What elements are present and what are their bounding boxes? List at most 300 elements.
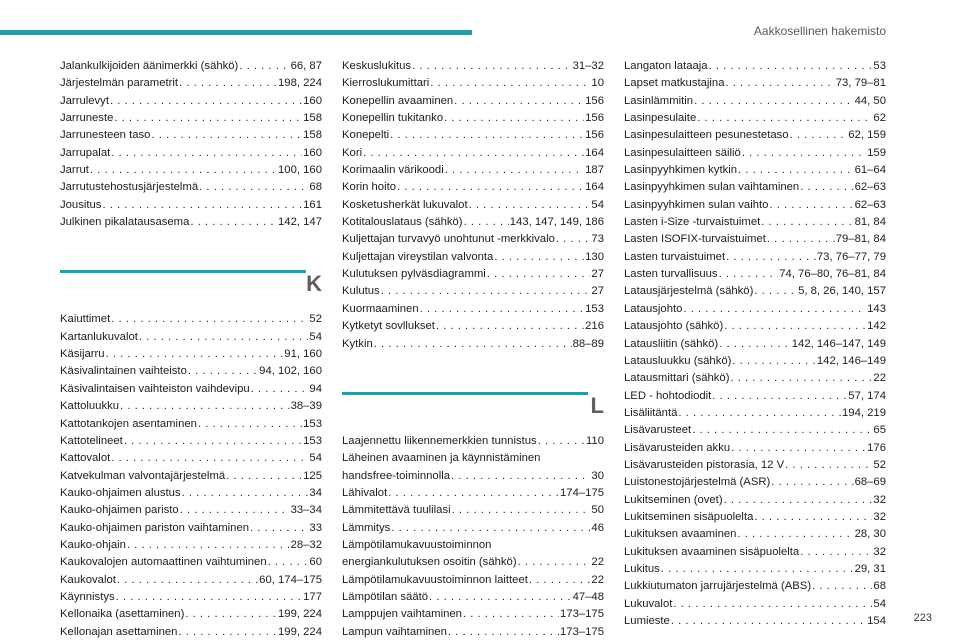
dot-leader [250,520,308,537]
entry-pages: 65 [873,424,886,437]
index-entry [624,457,886,474]
index-entry [342,93,604,110]
dot-leader [388,485,559,502]
entry-pages: 164 [585,146,604,159]
entry-pages: 110 [585,434,604,447]
entry-term: Latausliitin (sähkö) [624,337,719,350]
dot-leader [374,336,572,353]
index-entry [624,492,886,509]
index-entry [60,311,322,328]
entry-pages: 94 [309,382,322,395]
index-entry [342,433,604,450]
entry-term: Jarrutustehostusjärjestelmä [60,181,199,194]
entry-term: Kauko-ohjaimen pariston vaihtaminen [60,521,250,534]
entry-pages: 33–34 [290,504,322,517]
index-entry [60,381,322,398]
entry-term: Konepellin avaaminen [342,94,454,107]
section-title: Aakkosellinen hakemisto [753,24,886,38]
index-entry [624,110,886,127]
dot-leader [239,58,289,75]
dot-leader [712,388,847,405]
entry-pages: 10 [591,77,604,90]
dot-leader [114,110,302,127]
entry-term: Kaiuttimet [60,313,111,326]
entry-term: Kulutuksen pylväsdiagrammi [342,268,486,281]
entry-term: Latausmittari (sähkö) [624,372,730,385]
dot-leader [518,554,591,571]
letter-heading-block [60,253,322,305]
entry-term: Korin hoito [342,181,397,194]
dot-leader [463,606,559,623]
index-entry [624,283,886,300]
index-entry [60,346,322,363]
dot-leader [111,450,308,467]
entry-pages: 68 [309,181,322,194]
index-entry [342,75,604,92]
entry-term: Lasten turvallisuus [624,268,718,281]
index-entry [60,179,322,196]
entry-term: Kierroslukumittari [342,77,430,90]
entry-pages: 30 [591,469,604,482]
entry-pages: 44, 50 [854,94,886,107]
entry-pages: 32 [873,510,886,523]
index-entry [60,433,322,450]
entry-term: Latausjohto [624,302,683,315]
dot-leader [381,283,591,300]
entry-term: Luistonestojärjestelmä (ASR) [624,476,771,489]
entry-term: Lasinpyyhkimen kytkin [624,164,738,177]
page-number: 223 [913,612,932,624]
index-entry [60,93,322,110]
index-entry [60,537,322,554]
index-entry [60,502,322,519]
entry-term: Latausjärjestelmä (sähkö) [624,285,754,298]
index-entry [60,363,322,380]
letter-divider [342,392,588,395]
entry-term: Lumieste [624,615,670,627]
entry-term: Käsijarru [60,348,105,361]
index-entry [60,520,322,537]
entry-term: Lukkiutumaton jarrujärjestelmä (ABS) [624,580,812,593]
entry-term: Lisävarusteet [624,424,692,437]
index-column-1 [60,58,322,641]
entry-term: Lasinpesulaitteen säiliö [624,146,741,159]
entry-pages: 52 [309,313,322,326]
dot-leader [800,179,853,196]
entry-pages: 62 [873,112,886,125]
entry-term: Lämpötilamukavuustoiminnon laitteet [342,573,528,586]
index-column-3 [624,58,886,630]
index-entry [624,526,886,543]
entry-pages: 161 [303,198,322,211]
entry-pages: 60, 174–175 [259,573,322,586]
entry-term: Kauko-ohjain [60,538,126,551]
entry-pages: 34 [309,486,322,499]
entry-term: Lasinlämmitin [624,94,694,107]
entry-pages: 125 [303,469,322,482]
index-entry [60,572,322,589]
entry-pages: 160 [303,94,322,107]
dot-leader [812,578,872,595]
letter-heading: K [306,271,322,297]
entry-term: Latausjohto (sähkö) [624,320,724,333]
index-entry [624,440,886,457]
entry-pages: 53 [873,60,886,72]
entry-pages: 22 [873,372,886,385]
entry-term: Kattoluukku [60,400,120,413]
entry-term: Kuljettajan vireystilan valvonta [342,250,494,263]
letter-divider [60,270,306,273]
entry-pages: 176 [867,441,886,454]
entry-pages: 33 [309,521,322,534]
index-entry [624,179,886,196]
dot-leader [251,381,309,398]
entry-pages: 27 [591,285,604,298]
dot-leader [487,266,591,283]
index-entry [342,162,604,179]
dot-leader [683,301,866,318]
dot-leader [151,127,302,144]
index-entry [342,266,604,283]
entry-pages: 100, 160 [278,164,322,177]
index-entry [342,249,604,266]
entry-term: Lasinpesulaite [624,112,697,125]
dot-leader [767,231,835,248]
index-entry [624,318,886,335]
entry-term: Konepelti [342,129,390,142]
dot-leader [185,606,277,623]
entry-pages: 61–64 [854,164,886,177]
entry-pages: 198, 224 [278,77,322,90]
index-entry [342,485,604,502]
entry-term: Kauko-ohjaimen alustus [60,486,181,499]
entry-pages: 173–175 [560,608,604,621]
dot-leader [694,93,854,110]
index-entry [624,93,886,110]
entry-term: Lapset matkustajina [624,77,725,90]
entry-term: LED - hohtodiodit [624,389,712,402]
entry-pages: 143 [867,302,886,315]
index-entry [342,520,604,537]
entry-pages: 156 [585,112,604,125]
entry-term: Lampun vaihtaminen [342,625,447,638]
index-entry [624,370,886,387]
entry-pages: 153 [303,434,322,447]
entry-term: Kuljettajan turvavyö unohtunut -merkkivalo [342,233,555,246]
entry-pages: 216 [585,320,604,333]
entry-pages: 28–32 [290,538,322,551]
dot-leader [268,554,309,571]
dot-leader [451,468,590,485]
entry-term: Lukituksen avaaminen [624,528,737,541]
entry-term: Lukuvalot [624,597,673,610]
index-entry [60,398,322,415]
dot-leader [178,624,277,641]
entry-term: Kulutus [342,285,380,298]
entry-term: Kori [342,146,363,159]
index-entry [342,606,604,623]
entry-term: Kattotankojen asentaminen [60,417,197,430]
index-entry [624,145,886,162]
entry-term: Käsivalintaisen vaihteiston vaihdevipu [60,382,250,395]
entry-term: Lasten turvaistuimet [624,250,726,263]
index-entry [60,554,322,571]
dot-leader [742,145,866,162]
entry-term: Kellonajan asettaminen [60,625,178,638]
dot-leader [692,422,872,439]
dot-leader [738,162,854,179]
entry-pages: 46 [591,521,604,534]
dot-leader [444,110,584,127]
entry-term: Lukitseminen sisäpuolelta [624,510,754,523]
entry-term: Jarrut [60,164,89,177]
entry-term: Julkinen pikalatausasema [60,216,190,229]
index-entry [624,336,886,353]
entry-pages: 54 [309,452,322,465]
index-column-2 [342,58,604,641]
dot-leader [494,249,584,266]
dot-leader [102,197,302,214]
dot-leader [390,127,584,144]
entry-term: Lasinpyyhkimen sulan vaihto [624,198,769,211]
dot-leader [661,561,854,578]
entry-term: Lämpötilamukavuustoiminnon [342,538,492,551]
dot-leader [726,249,816,266]
index-entry [624,214,886,231]
index-entry [624,405,886,422]
entry-pages: 153 [585,302,604,315]
dot-leader [731,440,866,457]
dot-leader [90,162,277,179]
entry-term: Kattovalot [60,452,111,465]
entry-term: Lasten ISOFIX-turvaistuimet [624,233,766,246]
index-entry [342,179,604,196]
dot-leader [709,58,873,75]
entry-pages: 88–89 [572,337,604,350]
dot-leader [139,329,309,346]
entry-pages: 62, 159 [848,129,886,142]
entry-pages: 68 [873,580,886,593]
index-entry [624,301,886,318]
entry-pages: 142, 147 [278,216,322,229]
index-entry [342,58,604,75]
dot-leader [719,336,791,353]
entry-pages: 91, 160 [284,348,322,361]
dot-leader [363,145,584,162]
entry-term: Käsivalintainen vaihteisto [60,365,187,378]
entry-pages: 173–175 [560,625,604,638]
index-entry [342,145,604,162]
dot-leader [188,363,258,380]
index-entry [60,214,322,231]
entry-pages: 74, 76–80, 76–81, 84 [779,268,886,281]
index-entry [60,589,322,606]
index-entry [342,336,604,353]
dot-leader [226,468,302,485]
dot-leader [697,110,872,127]
entry-pages: 143, 147, 149, 186 [509,216,604,229]
dot-leader [469,197,591,214]
entry-term: Lisävarusteiden pistorasia, 12 V [624,458,785,471]
entry-term: Kotitalouslataus (sähkö) [342,216,463,229]
index-entry [342,231,604,248]
entry-pages: 54 [873,597,886,610]
entry-term: Keskuslukitus [342,60,412,72]
entry-term: Lukitus [624,562,660,575]
index-entry [342,127,604,144]
entry-pages: 79–81, 84 [835,233,886,246]
entry-term: Läheinen avaaminen ja käynnistäminen [342,452,541,465]
entry-pages: 31–32 [572,60,604,72]
entry-term: Lisäliitäntä [624,406,678,419]
entry-term: Järjestelmän parametrit [60,77,179,90]
index-entry [342,110,604,127]
entry-pages: 187 [585,164,604,177]
dot-leader [179,75,277,92]
entry-pages: 142, 146–149 [816,354,886,367]
index-entry [624,249,886,266]
entry-term: Jarruneste [60,112,114,125]
index-entry [60,162,322,179]
entry-term: Jousitus [60,198,102,211]
dot-leader [671,613,866,630]
entry-pages: 194, 219 [842,406,886,419]
index-entry [342,301,604,318]
entry-term: Käynnistys [60,590,115,603]
entry-pages: 27 [591,268,604,281]
entry-pages: 52 [873,458,886,471]
dot-leader [448,624,559,641]
entry-term: Kosketusherkät lukuvalot [342,198,468,211]
index-entry [342,318,604,335]
dot-leader [116,589,303,606]
entry-pages: 60 [309,556,322,569]
index-entry [60,468,322,485]
entry-pages: 22 [591,556,604,569]
index-entry [342,214,604,231]
entry-term: Lämmitys [342,521,391,534]
entry-pages: 199, 224 [278,608,322,621]
dot-leader [730,370,872,387]
entry-pages: 159 [867,146,886,159]
index-entry [624,474,886,491]
entry-pages: 47–48 [572,590,604,603]
index-entry [342,589,604,606]
entry-term: Jarrunesteen taso [60,129,151,142]
dot-leader [391,520,590,537]
entry-term: Latausluukku (sähkö) [624,354,732,367]
index-entry [624,544,886,561]
entry-term: Lamppujen vaihtaminen [342,608,462,621]
entry-term: Jalankulkijoiden äänimerkki (sähkö) [60,60,239,72]
entry-pages: 142 [867,320,886,333]
entry-term: Kattotelineet [60,434,123,447]
entry-pages: 73, 79–81 [835,77,886,90]
entry-pages: 73 [591,233,604,246]
index-entry [342,468,604,485]
dot-leader [436,318,584,335]
index-entry [624,75,886,92]
entry-term: handsfree-toiminnolla [342,469,451,482]
dot-leader [420,301,585,318]
index-entry [60,110,322,127]
entry-pages: 153 [303,417,322,430]
index-entry [60,127,322,144]
dot-leader [117,572,258,589]
index-entry [624,266,886,283]
dot-leader [124,433,302,450]
entry-pages: 94, 102, 160 [259,365,322,378]
index-entry [60,58,322,75]
entry-pages: 164 [585,181,604,194]
index-entry [60,624,322,641]
dot-leader [673,596,872,613]
index-entry [60,75,322,92]
dot-leader [127,537,290,554]
entry-pages: 156 [585,129,604,142]
dot-leader [724,318,866,335]
entry-pages: 62–63 [854,181,886,194]
letter-heading-block [342,375,604,427]
dot-leader [724,492,873,509]
entry-term: Laajennettu liikennemerkkien tunnistus [342,434,537,447]
dot-leader [190,214,277,231]
dot-leader [198,416,302,433]
entry-term: Lasinpyyhkimen sulan vaihtaminen [624,181,800,194]
entry-term: Lämmitettävä tuulilasi [342,504,451,517]
index-entry [342,450,604,467]
dot-leader [120,398,290,415]
header-accent-bar [0,30,472,35]
dot-leader [737,526,853,543]
index-entry [624,596,886,613]
entry-term: Lasinpesulaitteen pesunestetaso [624,129,789,142]
entry-term: Lähivalot [342,486,388,499]
index-entry [342,283,604,300]
dot-leader [556,231,591,248]
index-entry [624,353,886,370]
entry-pages: 158 [303,112,322,125]
index-entry [60,416,322,433]
index-entry [624,613,886,630]
dot-leader [529,572,591,589]
entry-term: Lisävarusteiden akku [624,441,731,454]
entry-pages: 73, 76–77, 79 [816,250,886,263]
entry-pages: 28, 30 [854,528,886,541]
entry-pages: 57, 174 [848,389,886,402]
dot-leader [732,353,816,370]
entry-pages: 50 [591,504,604,517]
entry-pages: 5, 8, 26, 140, 157 [798,285,886,298]
entry-term: Konepellin tukitanko [342,112,444,125]
entry-pages: 160 [303,146,322,159]
index-entry [624,561,886,578]
dot-leader [452,502,591,519]
dot-leader [754,509,872,526]
dot-leader [464,214,509,231]
entry-term: Langaton lataaja [624,60,708,72]
entry-term: Kaukovalojen automaattinen vaihtuminen [60,556,267,569]
entry-pages: 174–175 [560,486,604,499]
index-entry [60,485,322,502]
dot-leader [430,75,590,92]
entry-term: Kuormaaminen [342,302,419,315]
dot-leader [111,145,302,162]
dot-leader [785,457,872,474]
index-entry [624,197,886,214]
index-entry [342,502,604,519]
dot-leader [180,502,290,519]
